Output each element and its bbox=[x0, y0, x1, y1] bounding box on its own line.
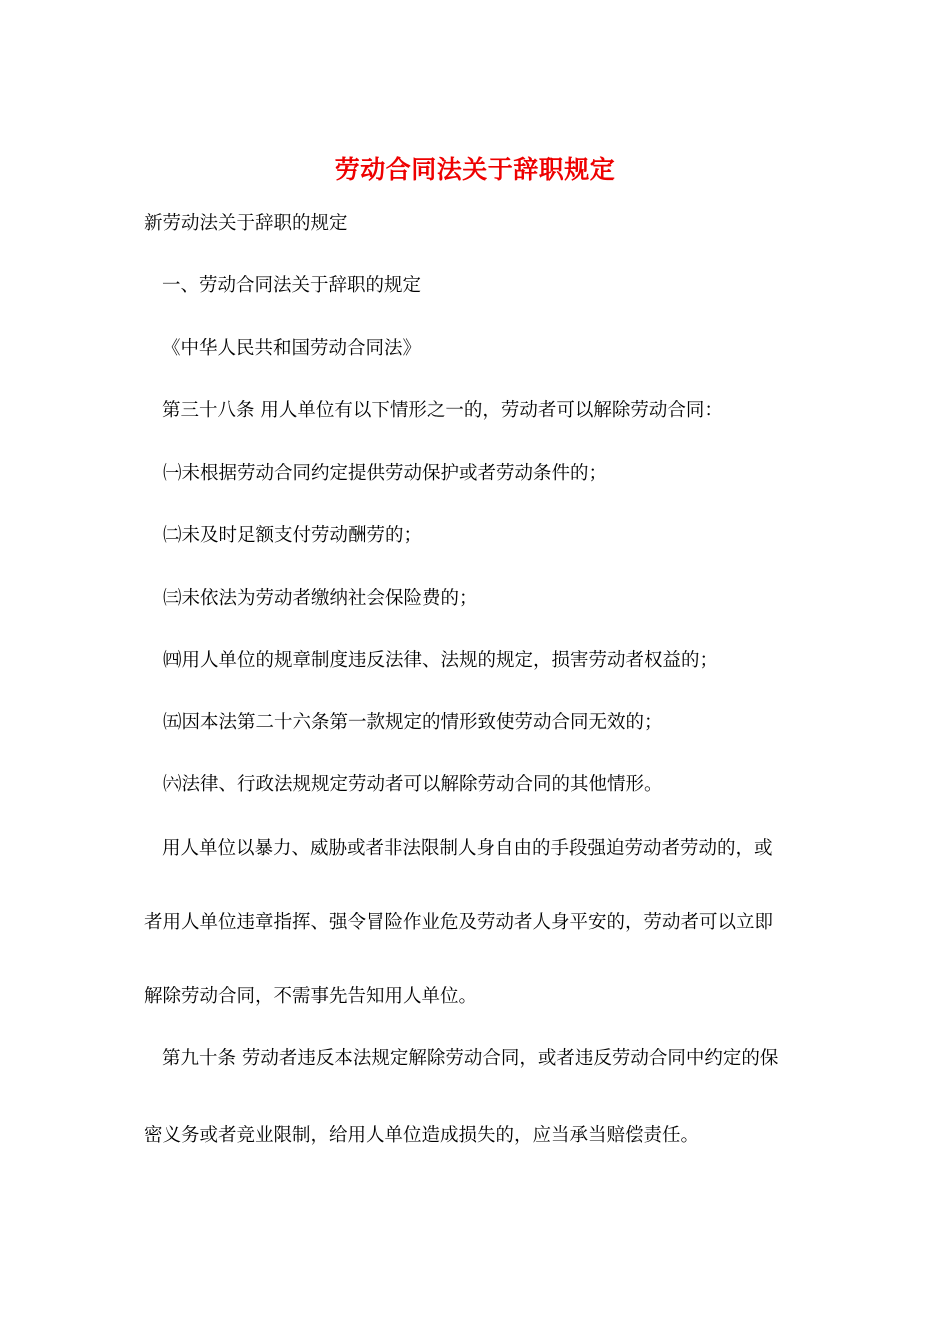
document-subtitle: 新劳动法关于辞职的规定 bbox=[144, 213, 348, 234]
article-38-item-5: ㈤因本法第二十六条第一款规定的情形致使劳动合同无效的； bbox=[163, 712, 663, 733]
article-38-item-3: ㈢未依法为劳动者缴纳社会保险费的； bbox=[163, 588, 478, 609]
violence-paragraph-line-3: 解除劳动合同，不需事先告知用人单位。 bbox=[144, 986, 478, 1007]
violence-paragraph-line-1: 用人单位以暴力、威胁或者非法限制人身自由的手段强迫劳动者劳动的，或 bbox=[162, 838, 773, 859]
article-90-line-2: 密义务或者竞业限制，给用人单位造成损失的，应当承当赔偿责任。 bbox=[144, 1125, 700, 1146]
article-90-line-1: 第九十条 劳动者违反本法规定解除劳动合同，或者违反劳动合同中约定的保 bbox=[162, 1048, 779, 1069]
article-38-item-6: ㈥法律、行政法规规定劳动者可以解除劳动合同的其他情形。 bbox=[163, 774, 663, 795]
article-38-intro: 第三十八条 用人单位有以下情形之一的，劳动者可以解除劳动合同： bbox=[162, 400, 723, 421]
section-heading: 一、劳动合同法关于辞职的规定 bbox=[162, 275, 422, 296]
article-38-item-4: ㈣用人单位的规章制度违反法律、法规的规定，损害劳动者权益的； bbox=[163, 650, 719, 671]
law-name: 《中华人民共和国劳动合同法》 bbox=[162, 338, 422, 359]
article-38-item-2: ㈡未及时足额支付劳动酬劳的； bbox=[163, 525, 423, 546]
document-title: 劳动合同法关于辞职规定 bbox=[334, 155, 616, 184]
violence-paragraph-line-2: 者用人单位违章指挥、强令冒险作业危及劳动者人身平安的，劳动者可以立即 bbox=[144, 912, 774, 933]
article-38-item-1: ㈠未根据劳动合同约定提供劳动保护或者劳动条件的； bbox=[163, 463, 608, 484]
